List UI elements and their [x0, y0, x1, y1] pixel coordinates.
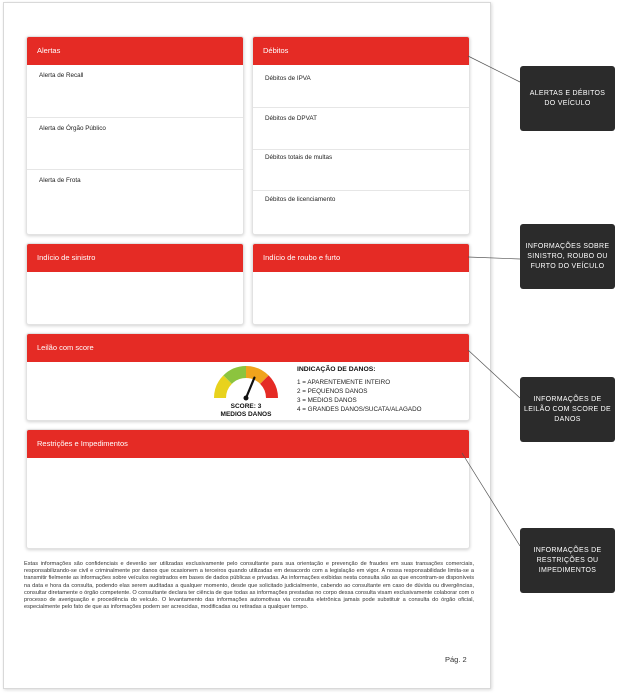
debito-licenciamento: Débitos de licenciamento: [253, 190, 469, 235]
gauge-segment-4: [264, 380, 272, 398]
leilao-card: [26, 333, 470, 421]
disclaimer-text: Estas informações são confidenciais e deverão ser utilizadas exclusivamente pelo consultante para sua orientação e prevenção de fraudes em suas transações comerciais, responsabilizando-se civil e criminalmente por danos que ocasionem a terceiros quando utilizadas em desacordo com a legislação em vigor. A nossa responsabilidade limita-se a transmitir fielmente as informações sobre veículos registrados em bases de dados públicas e privadas. As informações exibidas nesta consulta são as que encontram-se disponíveis na data e hora da consulta, podendo elas serem auditadas a qualquer momento, desde que solicitado judicialmente, cabendo ao consultante em caso de dúvida ou divergências, consultar diretamente o órgão competente. O consultante declara ter ciência de que todas as informações prestadas no corpo dessa consulta visam exclusivamente colaborar com o processo de averiguação e procedência do veículo. O levantamento das informações automotivas via consulta eletrônica jamais pode substituir a consulta do órgão oficial, especialmente pelo fato de que as informações podem ser acrescidas, modificadas ou retiradas a qualquer tempo.: [24, 561, 474, 611]
score-gauge: [211, 364, 281, 402]
legend-item-4: 4 = GRANDES DANOS/SUCATA/ALAGADO: [297, 406, 422, 413]
debito-multas: Débitos totais de multas: [253, 149, 469, 190]
roubo-furto-header: Indício de roubo e furto: [253, 244, 469, 272]
gauge-hub: [244, 396, 249, 401]
alerta-recall: Alerta de Recall: [39, 72, 84, 79]
gauge-segment-2: [228, 372, 246, 380]
sinistro-header: Indício de sinistro: [27, 244, 243, 272]
restricoes-card: [26, 429, 470, 549]
page-number: Pág. 2: [445, 655, 467, 664]
gauge-needle: [246, 378, 254, 398]
legend-title: INDICAÇÃO DE DANOS:: [297, 366, 376, 373]
leilao-header: Leilão com score: [27, 334, 469, 362]
restricoes-header: Restrições e Impedimentos: [27, 430, 469, 458]
gauge-segment-1: [220, 380, 228, 398]
score-description: MEDIOS DANOS: [220, 411, 272, 418]
alerta-orgao-publico: Alerta de Órgão Público: [27, 117, 243, 169]
score-value: SCORE: 3: [230, 403, 262, 410]
legend-item-1: 1 = APARENTEMENTE INTEIRO: [297, 379, 391, 386]
alertas-card: [26, 36, 244, 235]
alerta-frota: Alerta de Frota: [27, 169, 243, 229]
alertas-header: Alertas: [27, 37, 243, 65]
roubo-furto-card: [252, 243, 470, 325]
callout-leilao: INFORMAÇÕES DE LEILÃO COM SCORE DE DANOS: [520, 377, 615, 442]
callout-sinistro-roubo: INFORMAÇÕES SOBRE SINISTRO, ROUBO OU FURTO DO VEÍCULO: [520, 224, 615, 289]
debito-ipva: Débitos de IPVA: [265, 75, 311, 82]
debitos-card: [252, 36, 470, 235]
callout-alertas-debitos: ALERTAS E DÉBITOS DO VEÍCULO: [520, 66, 615, 131]
legend-item-3: 3 = MEDIOS DANOS: [297, 397, 357, 404]
debito-dpvat: Débitos de DPVAT: [253, 107, 469, 149]
sinistro-card: [26, 243, 244, 325]
legend-item-2: 2 = PEQUENOS DANOS: [297, 388, 368, 395]
callout-restricoes: INFORMAÇÕES DE RESTRIÇÕES OU IMPEDIMENTOS: [520, 528, 615, 593]
debitos-header: Débitos: [253, 37, 469, 65]
